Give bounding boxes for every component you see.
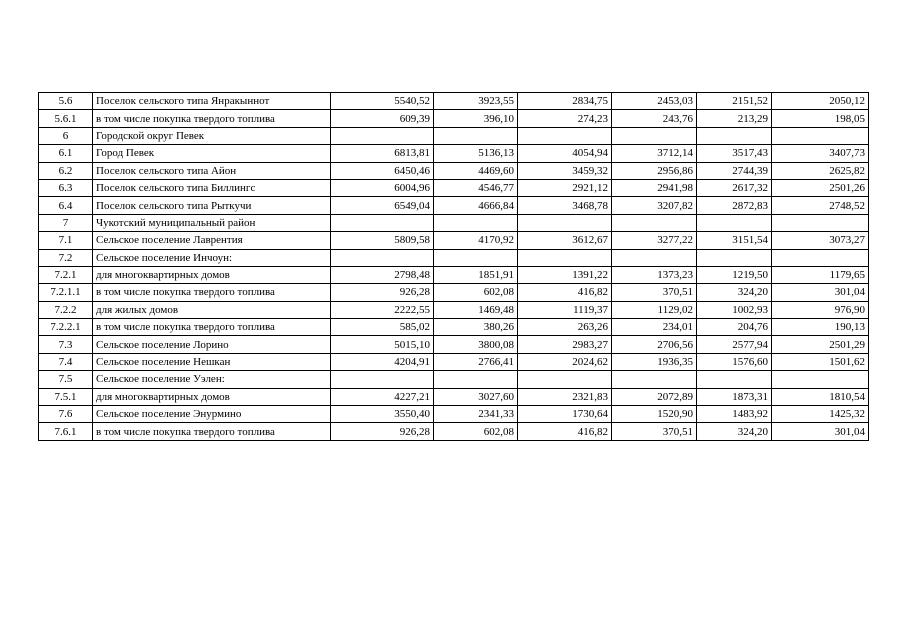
table-row [39,249,869,266]
value-cell: 370,51 [612,423,697,440]
value-cell: 5136,13 [434,145,518,162]
row-name-cell: в том числе покупка твердого топлива [93,319,331,336]
value-cell [434,214,518,231]
tariff-table [38,92,869,441]
value-cell: 1936,35 [612,353,697,370]
value-cell: 2706,56 [612,336,697,353]
row-number-cell: 6.1 [39,145,93,162]
row-number-cell: 7.5 [39,371,93,388]
row-number-cell: 7.6.1 [39,423,93,440]
value-cell: 1129,02 [612,301,697,318]
row-number-cell: 5.6 [39,93,93,110]
value-cell: 2798,48 [331,266,434,283]
value-cell: 1373,23 [612,266,697,283]
value-cell: 2956,86 [612,162,697,179]
value-cell: 2941,98 [612,179,697,196]
value-cell: 5540,52 [331,93,434,110]
value-cell [612,214,697,231]
value-cell: 2921,12 [518,179,612,196]
value-cell: 2625,82 [772,162,869,179]
row-number-cell: 6.3 [39,179,93,196]
row-name-cell: Сельское поселение Инчоун: [93,249,331,266]
table-row [39,110,869,127]
value-cell: 4170,92 [434,232,518,249]
value-cell: 3407,73 [772,145,869,162]
row-number-cell: 7.2.1.1 [39,284,93,301]
value-cell: 1002,93 [697,301,772,318]
value-cell: 6549,04 [331,197,434,214]
row-name-cell: Поселок сельского типа Рыткучи [93,197,331,214]
table-row [39,162,869,179]
value-cell: 2453,03 [612,93,697,110]
value-cell: 2151,52 [697,93,772,110]
table-row [39,301,869,318]
value-cell [518,127,612,144]
row-number-cell: 7.6 [39,406,93,423]
row-name-cell: для многоквартирных домов [93,266,331,283]
value-cell: 2744,39 [697,162,772,179]
table-row [39,423,869,440]
value-cell: 2222,55 [331,301,434,318]
row-number-cell: 7.1 [39,232,93,249]
value-cell: 4054,94 [518,145,612,162]
value-cell: 3151,54 [697,232,772,249]
value-cell: 3468,78 [518,197,612,214]
value-cell: 602,08 [434,423,518,440]
value-cell: 1425,32 [772,406,869,423]
value-cell [772,371,869,388]
value-cell: 3277,22 [612,232,697,249]
value-cell: 396,10 [434,110,518,127]
value-cell: 3612,67 [518,232,612,249]
value-cell: 5015,10 [331,336,434,353]
value-cell: 3550,40 [331,406,434,423]
value-cell: 2024,62 [518,353,612,370]
value-cell: 6004,96 [331,179,434,196]
value-cell: 3800,08 [434,336,518,353]
value-cell: 2834,75 [518,93,612,110]
value-cell [612,127,697,144]
value-cell: 416,82 [518,284,612,301]
table-row [39,406,869,423]
value-cell: 234,01 [612,319,697,336]
table-row [39,353,869,370]
value-cell [697,127,772,144]
value-cell: 585,02 [331,319,434,336]
value-cell: 2617,32 [697,179,772,196]
table-row [39,336,869,353]
value-cell: 3073,27 [772,232,869,249]
value-cell: 1501,62 [772,353,869,370]
row-name-cell: Сельское поселение Уэлен: [93,371,331,388]
row-name-cell: Сельское поселение Энурмино [93,406,331,423]
row-name-cell: в том числе покупка твердого топлива [93,284,331,301]
row-name-cell: Поселок сельского типа Айон [93,162,331,179]
row-number-cell: 6.2 [39,162,93,179]
value-cell [434,371,518,388]
value-cell: 5809,58 [331,232,434,249]
value-cell: 609,39 [331,110,434,127]
value-cell [434,127,518,144]
value-cell [772,127,869,144]
value-cell [697,249,772,266]
row-number-cell: 6 [39,127,93,144]
row-number-cell: 7.2.1 [39,266,93,283]
value-cell: 2501,29 [772,336,869,353]
value-cell [518,371,612,388]
value-cell: 301,04 [772,423,869,440]
value-cell: 926,28 [331,423,434,440]
row-name-cell: Город Певек [93,145,331,162]
value-cell: 2501,26 [772,179,869,196]
value-cell: 2050,12 [772,93,869,110]
table-row [39,232,869,249]
value-cell: 4469,60 [434,162,518,179]
value-cell: 1873,31 [697,388,772,405]
value-cell: 380,26 [434,319,518,336]
value-cell: 1391,22 [518,266,612,283]
table-row [39,127,869,144]
value-cell: 243,76 [612,110,697,127]
table-row [39,197,869,214]
row-number-cell: 7.2.2 [39,301,93,318]
value-cell [772,249,869,266]
value-cell: 1810,54 [772,388,869,405]
table-row [39,145,869,162]
row-name-cell: в том числе покупка твердого топлива [93,423,331,440]
row-name-cell: в том числе покупка твердого топлива [93,110,331,127]
row-name-cell: Сельское поселение Лорино [93,336,331,353]
row-name-cell: для жилых домов [93,301,331,318]
value-cell: 4227,21 [331,388,434,405]
value-cell [331,249,434,266]
value-cell: 6813,81 [331,145,434,162]
value-cell: 3027,60 [434,388,518,405]
value-cell [697,214,772,231]
value-cell [331,127,434,144]
value-cell [331,371,434,388]
value-cell: 3459,32 [518,162,612,179]
value-cell: 301,04 [772,284,869,301]
value-cell: 190,13 [772,319,869,336]
value-cell [772,214,869,231]
table-row [39,214,869,231]
table-row [39,284,869,301]
value-cell: 4546,77 [434,179,518,196]
value-cell: 2341,33 [434,406,518,423]
value-cell: 4204,91 [331,353,434,370]
value-cell: 3207,82 [612,197,697,214]
value-cell: 2983,27 [518,336,612,353]
value-cell: 1520,90 [612,406,697,423]
table-row [39,93,869,110]
row-number-cell: 7.5.1 [39,388,93,405]
value-cell: 1219,50 [697,266,772,283]
value-cell: 274,23 [518,110,612,127]
value-cell: 204,76 [697,319,772,336]
value-cell: 1119,37 [518,301,612,318]
value-cell: 2872,83 [697,197,772,214]
value-cell: 1469,48 [434,301,518,318]
value-cell: 3923,55 [434,93,518,110]
value-cell: 1179,65 [772,266,869,283]
value-cell: 2766,41 [434,353,518,370]
table-row [39,179,869,196]
value-cell: 198,05 [772,110,869,127]
row-name-cell: Городской округ Певек [93,127,331,144]
value-cell: 213,29 [697,110,772,127]
value-cell: 3517,43 [697,145,772,162]
value-cell: 2577,94 [697,336,772,353]
row-number-cell: 7.2.2.1 [39,319,93,336]
value-cell [331,214,434,231]
row-name-cell: Сельское поселение Нешкан [93,353,331,370]
row-name-cell: Сельское поселение Лаврентия [93,232,331,249]
row-number-cell: 6.4 [39,197,93,214]
value-cell: 263,26 [518,319,612,336]
value-cell: 1576,60 [697,353,772,370]
table-row [39,388,869,405]
table-row [39,319,869,336]
row-name-cell: Чукотский муниципальный район [93,214,331,231]
value-cell [434,249,518,266]
row-number-cell: 7 [39,214,93,231]
value-cell [612,371,697,388]
value-cell: 602,08 [434,284,518,301]
value-cell: 6450,46 [331,162,434,179]
value-cell [518,249,612,266]
value-cell: 2072,89 [612,388,697,405]
value-cell: 324,20 [697,423,772,440]
row-name-cell: Поселок сельского типа Биллингс [93,179,331,196]
row-number-cell: 7.4 [39,353,93,370]
row-number-cell: 7.3 [39,336,93,353]
value-cell: 2748,52 [772,197,869,214]
value-cell: 976,90 [772,301,869,318]
value-cell: 324,20 [697,284,772,301]
value-cell: 1730,64 [518,406,612,423]
table-body [39,93,869,441]
value-cell: 1483,92 [697,406,772,423]
value-cell: 1851,91 [434,266,518,283]
table-row [39,371,869,388]
value-cell: 4666,84 [434,197,518,214]
value-cell [518,214,612,231]
table-row [39,266,869,283]
value-cell [697,371,772,388]
row-name-cell: для многоквартирных домов [93,388,331,405]
value-cell: 3712,14 [612,145,697,162]
value-cell [612,249,697,266]
row-name-cell: Поселок сельского типа Янракыннот [93,93,331,110]
value-cell: 2321,83 [518,388,612,405]
value-cell: 370,51 [612,284,697,301]
value-cell: 926,28 [331,284,434,301]
row-number-cell: 7.2 [39,249,93,266]
value-cell: 416,82 [518,423,612,440]
row-number-cell: 5.6.1 [39,110,93,127]
